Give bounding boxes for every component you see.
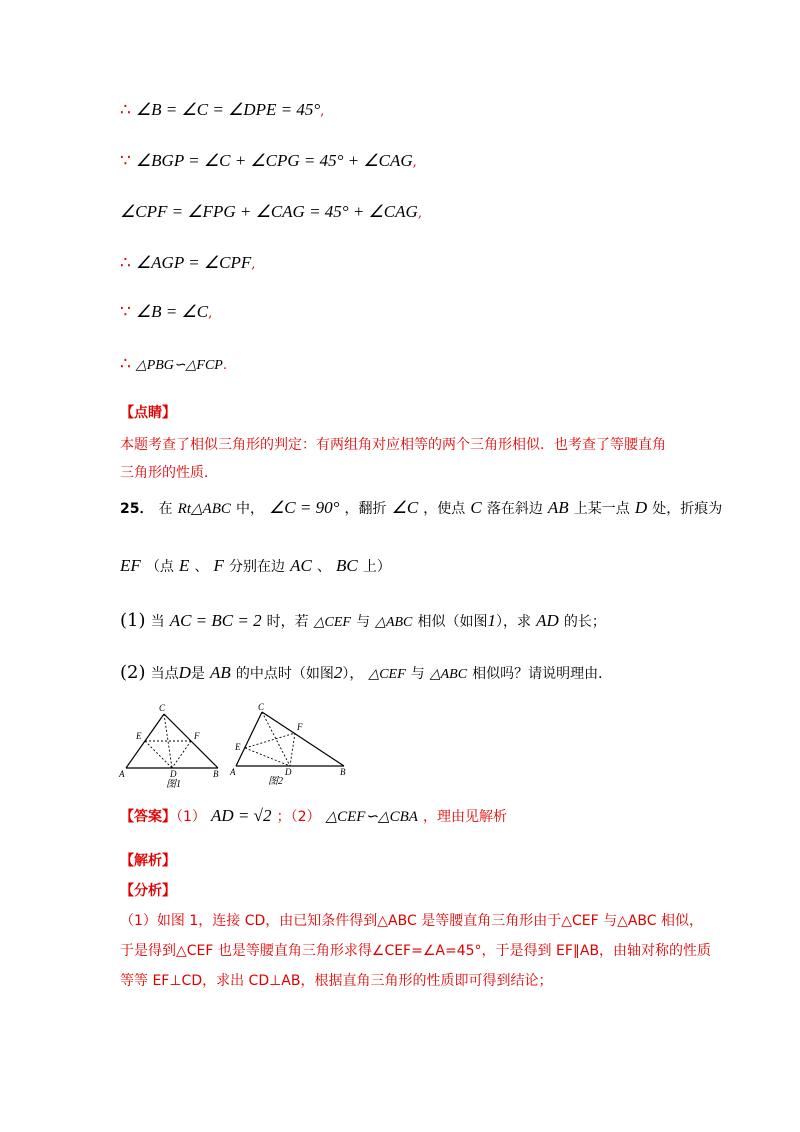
text: 是	[190, 666, 205, 682]
text: ，翻折	[344, 501, 387, 517]
math: D	[634, 498, 648, 517]
text: 上）	[362, 559, 391, 575]
text: 时，若	[266, 614, 309, 630]
punct: ,	[412, 155, 417, 170]
math: AD	[536, 611, 559, 630]
math-expression: ∠B = ∠C = ∠DPE = 45°	[135, 100, 321, 119]
answer-part-1: （1）	[176, 809, 206, 825]
fig1-label-e: E	[136, 731, 142, 741]
text: 相似吗？请说明理由．	[472, 666, 613, 682]
math-expression: ∠AGP = ∠CPF	[135, 253, 252, 272]
analysis-line-1: （1）如图 1，连接 CD，由已知条件得到△ABC 是等腰直角三角形由于△CEF 与△ABC 相似，	[120, 913, 704, 929]
fig1-line-fd	[172, 741, 191, 768]
question-25-line-2	[120, 556, 391, 576]
math: BC	[336, 556, 358, 575]
question-number: 25．	[120, 501, 154, 517]
math: 2	[333, 663, 343, 682]
text: ），求	[495, 614, 531, 630]
math-expression: ∠B = ∠C	[135, 302, 209, 321]
proof-line-4	[120, 253, 255, 273]
jiexi-label: 【解析】	[120, 853, 176, 869]
math: AB	[547, 498, 569, 517]
answer-expression-1: AD = √2	[211, 806, 272, 825]
proof-line-2	[120, 151, 417, 171]
text: 在	[158, 501, 173, 517]
math-angle-c: ∠C = 90°	[269, 498, 340, 517]
punct: ,	[320, 104, 325, 119]
fig2-side-bc	[262, 712, 344, 766]
fig2-label-c: C	[258, 702, 265, 712]
fig2-label-a: A	[230, 767, 236, 777]
because-symbol: ∵	[120, 151, 131, 171]
punct: ,	[417, 206, 422, 221]
therefore-symbol: ∴	[120, 253, 131, 273]
therefore-symbol: ∴	[120, 354, 131, 374]
answer-label: 【答案】	[120, 809, 176, 825]
math: C	[470, 498, 482, 517]
math: F	[213, 556, 224, 575]
dianjing-text-line-2: 三角形的性质．	[120, 465, 218, 481]
punct: ,	[208, 306, 213, 321]
math: 1	[487, 611, 496, 630]
fig1-label-d: D	[170, 769, 177, 779]
text: 上某一点	[573, 501, 630, 517]
fig1-label-a: A	[119, 769, 125, 779]
math: AB	[209, 663, 231, 682]
answer-line	[120, 806, 507, 826]
analysis-line-2: 于是得到△CEF 也是等腰直角三角形求得∠CEF=∠A=45°，于是得到 EF∥AB，由轴对称的性质	[120, 943, 712, 959]
fig1-caption: 图1	[166, 779, 181, 790]
text: 的长；	[563, 614, 606, 630]
math: AC = BC = 2	[169, 611, 262, 630]
math: △ABC	[429, 667, 468, 682]
fig1-label-f: F	[194, 731, 200, 741]
text: 处，折痕为	[652, 501, 723, 517]
proof-line-1	[120, 100, 324, 120]
math: AC	[290, 556, 312, 575]
math-expression: △PBG∽△FCP	[135, 358, 223, 373]
analysis-line-3: 等等 EF⊥CD，求出 CD⊥AB，根据直角三角形的性质即可得到结论；	[120, 973, 553, 989]
math-expression: ∠BGP = ∠C + ∠CPG = 45° + ∠CAG	[135, 151, 413, 170]
fig1-label-b: B	[213, 769, 219, 779]
punct: .	[222, 358, 227, 373]
text: 当	[150, 614, 165, 630]
math: △CEF	[368, 667, 406, 682]
text: 当点	[150, 666, 179, 682]
fig2-side-ac	[236, 712, 262, 766]
text: 与	[356, 614, 371, 630]
dianjing-label: 【点睛】	[120, 405, 176, 421]
proof-line-5	[120, 302, 212, 322]
fig1-label-c: C	[159, 703, 166, 713]
fenxi-label: 【分析】	[120, 883, 176, 899]
math: D	[178, 663, 191, 682]
text: ，使点	[423, 501, 466, 517]
math: ∠C	[391, 498, 419, 517]
figure-2	[228, 702, 350, 790]
text: 中，	[235, 501, 264, 517]
fig2-caption: 图2	[268, 776, 283, 787]
punct: ,	[251, 257, 256, 272]
math-rt-abc: Rt△ABC	[177, 501, 231, 517]
text: 、	[316, 559, 331, 575]
fig2-label-d: D	[285, 767, 292, 777]
fig2-line-ed	[245, 748, 290, 766]
math: △ABC	[375, 615, 413, 630]
fig2-fold-ef	[245, 733, 295, 748]
question-25-line-1	[120, 498, 722, 518]
question-25-part-1	[120, 610, 606, 631]
fig2-label-b: B	[340, 767, 346, 777]
text: 的中点时（如图	[235, 666, 334, 682]
text: 分别在边	[229, 559, 286, 575]
text: 落在斜边	[486, 501, 543, 517]
math: △CEF	[313, 615, 351, 630]
text: ），	[342, 666, 364, 682]
dianjing-text-line-1: 本题考查了相似三角形的判定：有两组角对应相等的两个三角形相似．也考查了等腰直角	[120, 437, 666, 453]
text: 相似（如图	[417, 614, 488, 630]
answer-expression-2: △CEF∽△CBA	[325, 809, 418, 825]
fig2-label-f: F	[297, 722, 303, 732]
text: （点	[145, 559, 174, 575]
fig1-line-ed	[145, 741, 172, 768]
question-25-part-2	[120, 662, 612, 683]
because-symbol: ∵	[120, 302, 131, 322]
figure-1	[118, 702, 228, 790]
fig2-label-e: E	[235, 742, 241, 752]
part-number: (1)	[120, 610, 146, 631]
fig2-line-fd	[290, 733, 295, 766]
answer-tail: ，理由见解析	[423, 809, 507, 825]
math: EF	[120, 556, 141, 575]
math: E	[178, 556, 190, 575]
text: 与	[410, 666, 425, 682]
math-expression: ∠CPF = ∠FPG + ∠CAG = 45° + ∠CAG	[120, 202, 418, 221]
proof-line-3	[120, 202, 422, 222]
therefore-symbol: ∴	[120, 100, 131, 120]
text: 、	[194, 559, 209, 575]
answer-separator: ；（2）	[276, 809, 321, 825]
part-number: (2)	[120, 662, 146, 683]
proof-line-6	[120, 354, 227, 374]
